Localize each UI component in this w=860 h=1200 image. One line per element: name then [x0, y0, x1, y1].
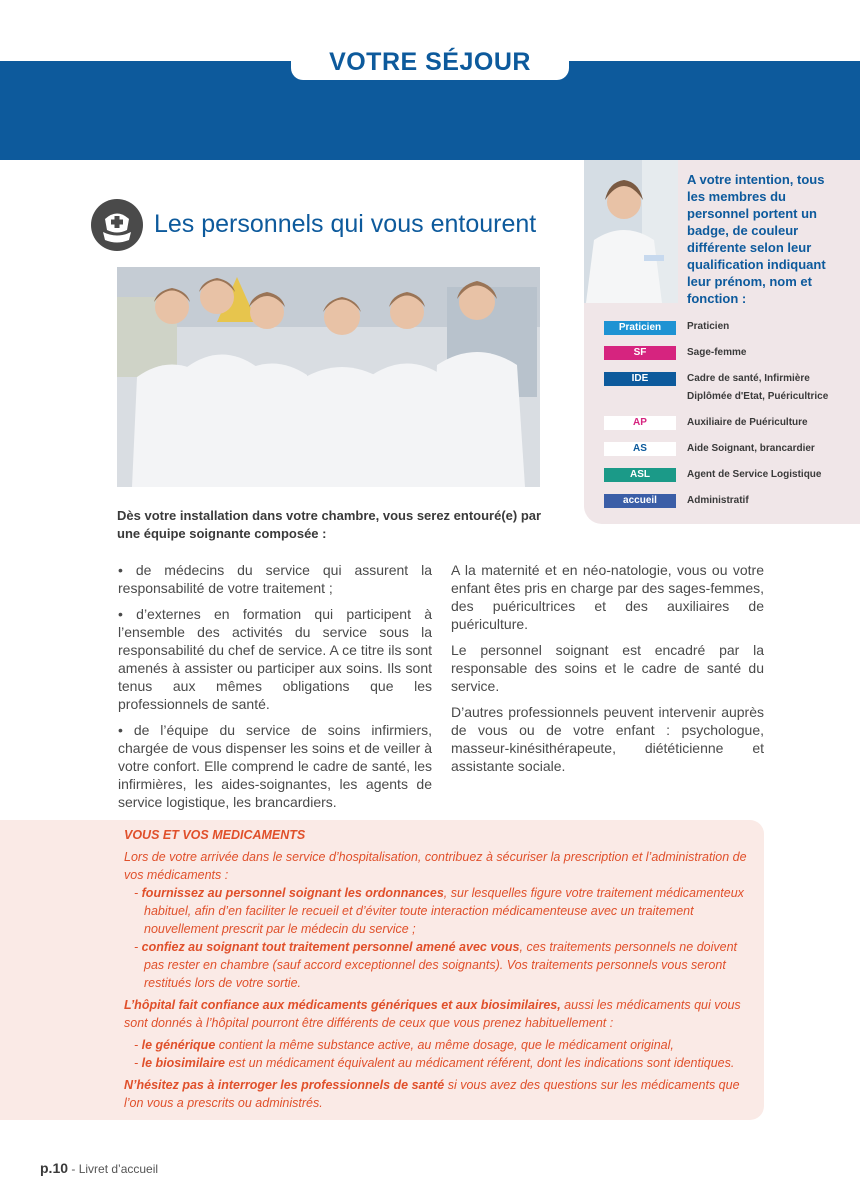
badge-explanation: A votre intention, tous les membres du personnel portent un badge, de couleur différente selon leur qualification indiquant leur prénom, nom et fonction :: [687, 172, 826, 306]
paragraph: • de médecins du service qui assurent la responsabilité de votre traitement ;: [118, 562, 432, 596]
right-column: [451, 561, 764, 783]
paragraph: A la maternité et en néo-natologie, vous ou votre enfant êtes pris en charge par des sages-femmes, des puéricultrices et des auxiliaires de puériculture.: [451, 562, 764, 632]
left-column: [118, 561, 432, 819]
badge-ide: IDE: [604, 372, 676, 386]
page-footer: [40, 1160, 158, 1176]
badge-asl: ASL: [604, 468, 676, 482]
badge-accueil: accueil: [604, 494, 676, 508]
badge-label: Aide Soignant, brancardier: [687, 443, 815, 454]
section-title: VOTRE SÉJOUR: [329, 48, 531, 76]
emphasis: le générique: [141, 1038, 216, 1052]
list-item: - le biosimilaire est un médicament équivalent au médicament référent, dont les indications sont identiques.: [134, 1056, 735, 1070]
item-text: est un médicament équivalent au médicament référent, dont les indications sont identiques.: [225, 1056, 735, 1070]
paragraph: D’autres professionnels peuvent intervenir auprès de vous ou de votre enfant : psychologue, masseur-kinésithérapeute, diététicienne et assistante sociale.: [451, 704, 764, 774]
page-heading: Les personnels qui vous entourent: [154, 210, 537, 238]
item-text: contient la même substance active, au même dosage, que le médicament original,: [215, 1038, 674, 1052]
intro-text: Dès votre installation dans votre chambre, vous serez entouré(e) par une équipe soignante composée :: [117, 508, 542, 541]
badge-praticien: Praticien: [604, 321, 676, 335]
emphasis: confiez au soignant tout traitement personnel amené avec vous: [141, 940, 520, 954]
badge-label: Auxiliaire de Puériculture: [687, 417, 808, 428]
paragraph: Le personnel soignant est encadré par la responsable des soins et le cadre de santé du service.: [451, 642, 764, 694]
medications-intro: Lors de votre arrivée dans le service d’hospitalisation, contribuez à sécuriser la prescription et l’administration de vos médicaments :: [124, 850, 747, 882]
team-photo: [117, 267, 540, 487]
list-item: - le générique contient la même substance active, au même dosage, que le médicament original,: [134, 1038, 674, 1052]
badge-ap: AP: [604, 416, 676, 430]
emphasis: N’hésitez pas à interroger les professionnels de santé: [124, 1078, 445, 1092]
emphasis: L’hôpital fait confiance aux médicaments génériques et aux biosimilaires,: [124, 998, 561, 1012]
badge-sf: SF: [604, 346, 676, 360]
emphasis: le biosimilaire: [141, 1056, 226, 1070]
generic-paragraph: [124, 996, 748, 1032]
badge-as: AS: [604, 442, 676, 456]
nurse-photo: [584, 160, 678, 303]
medications-title: VOUS ET VOS MEDICAMENTS: [124, 828, 306, 842]
item-text: , sur lesquelles figure votre traitement médicamenteux habituel, afin d’en faciliter le recueil et d’éviter toute interaction médicamenteuse avec un traitement nouvellement prescrit par le médecin du service ;: [144, 886, 744, 936]
list-item: - confiez au soignant tout traitement personnel amené avec vous, ces traitements personnels ne doivent pas rester en chambre (sauf accord exceptionnel des soignants). Vos traitements personnels vous seront restitués lors de votre sortie.: [134, 940, 737, 990]
paragraph: • de l’équipe du service de soins infirmiers, chargée de vous dispenser les soins et de veiller à votre confort. Elle comprend le cadre de santé, les infirmières, les aides-soignantes, les agents de service logistique, les brancardiers.: [118, 722, 432, 810]
emphasis: fournissez au personnel soignant les ordonnances: [141, 886, 444, 900]
page-number: p.10: [40, 1160, 69, 1176]
badge-label: Administratif: [687, 495, 749, 506]
badge-label: Agent de Service Logistique: [687, 469, 822, 480]
section-tab: [291, 40, 569, 80]
list-item: - fournissez au personnel soignant les ordonnances, sur lesquelles figure votre traitement médicamenteux habituel, afin d’en faciliter le recueil et d’éviter toute interaction médicamenteuse avec un traitement nouvellement prescrit par le médecin du service ;: [134, 886, 744, 936]
badge-label: Cadre de santé, Infirmière Diplômée d'Etat, Puéricultrice: [687, 373, 829, 402]
badge-label: Sage-femme: [687, 347, 747, 358]
closing-paragraph: [124, 1076, 748, 1112]
nurse-cap-icon: [91, 199, 143, 251]
item-text: si vous avez des questions sur les médicaments que l’on vous a prescrits ou administrés.: [124, 1078, 740, 1110]
item-text: , ces traitements personnels ne doivent pas rester en chambre (sauf accord exceptionnel des soignants). Vos traitements personnels vous seront restitués lors de votre sortie.: [144, 940, 737, 990]
paragraph: • d’externes en formation qui participent à l’ensemble des activités du service sous la responsabilité du chef de service. A ce titre ils sont amenés à assister ou participer aux soins. Ils sont tenus aux mêmes obligations que les professionnels de santé.: [118, 606, 432, 712]
booklet-name: - Livret d’accueil: [71, 1162, 159, 1176]
medications-content: [124, 826, 748, 1112]
item-text: aussi les médicaments qui vous sont donnés à l’hôpital pourront être différents de ceux que vous prenez habituellement :: [124, 998, 741, 1030]
badge-label: Praticien: [687, 321, 730, 332]
